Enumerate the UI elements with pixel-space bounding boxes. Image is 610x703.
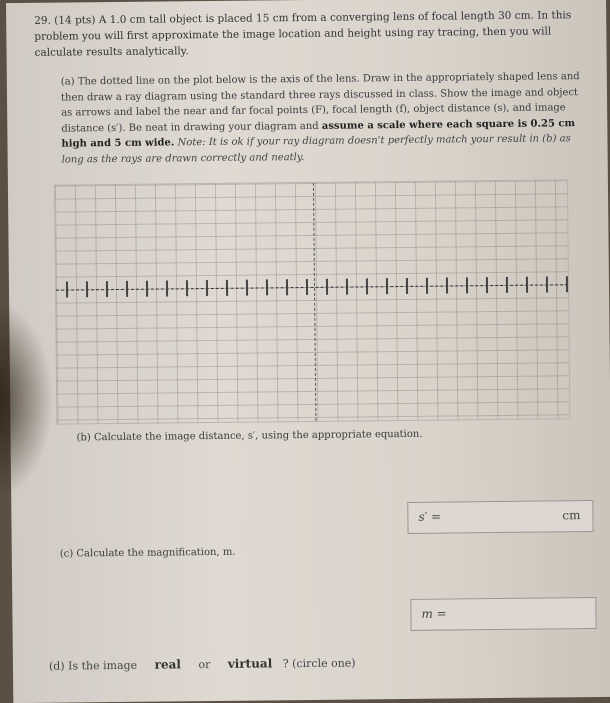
axis-tick bbox=[106, 281, 108, 297]
lens-position-line bbox=[313, 183, 316, 421]
axis-tick bbox=[506, 277, 508, 293]
part-a-scale-note: assume a scale where each square is 0.25 cm high and 5 cm wide. bbox=[61, 117, 576, 150]
question-number: 29. bbox=[34, 14, 51, 27]
optical-axis bbox=[56, 284, 568, 290]
part-a-text: The dotted line on the plot below is the axis of the lens. Draw in the appropriately shaped lens and then draw a ray diagram using the standard three rays discussed in class. Show the image and object as arrows and label the near and far focal points (F), focal length (f), object distance (s), and image distance (s′). Be neat in drawing your diagram and bbox=[60, 71, 580, 135]
axis-tick bbox=[86, 281, 88, 297]
axis-tick bbox=[486, 277, 488, 293]
part-a-note-label: Note: bbox=[177, 137, 206, 149]
option-real[interactable]: real bbox=[154, 657, 181, 672]
axis-tick bbox=[386, 278, 388, 294]
question-text: A 1.0 cm tall object is placed 15 cm from a converging lens of focal length 30 cm. In this problem you will first approximate the image location and height using ray tracing, then you will calculate results analytically. bbox=[34, 9, 572, 59]
part-d-suffix: ? (circle one) bbox=[282, 656, 356, 671]
question-header bbox=[34, 7, 586, 61]
axis-tick bbox=[426, 278, 428, 294]
part-c-answer-box[interactable] bbox=[410, 597, 596, 631]
axis-tick bbox=[326, 279, 328, 295]
ray-diagram-grid[interactable] bbox=[54, 179, 570, 424]
axis-tick bbox=[206, 280, 208, 296]
part-d-question bbox=[49, 656, 356, 673]
question-points: (14 pts) bbox=[54, 14, 96, 27]
axis-tick bbox=[166, 280, 168, 296]
axis-tick bbox=[466, 277, 468, 293]
finger-shadow bbox=[0, 300, 54, 500]
axis-tick bbox=[546, 276, 548, 292]
axis-tick bbox=[446, 278, 448, 294]
axis-tick bbox=[366, 278, 368, 294]
worksheet-page bbox=[6, 0, 610, 703]
part-c-question: (c) Calculate the magnification, m. bbox=[59, 546, 236, 560]
axis-tick bbox=[126, 281, 128, 297]
axis-tick bbox=[66, 282, 68, 298]
part-c-answer-label: m = bbox=[421, 606, 447, 621]
axis-tick bbox=[226, 280, 228, 296]
axis-tick bbox=[346, 279, 348, 295]
axis-tick bbox=[406, 278, 408, 294]
axis-tick bbox=[246, 280, 248, 296]
axis-tick bbox=[306, 279, 308, 295]
axis-tick bbox=[526, 277, 528, 293]
axis-tick bbox=[566, 276, 568, 292]
part-a-note: It is ok if your ray diagram doesn't perfectly match your result in (b) as long as the rays are drawn correctly and neatly. bbox=[61, 133, 571, 166]
axis-tick bbox=[186, 280, 188, 296]
axis-tick bbox=[146, 281, 148, 297]
part-b-answer-label: s′ = bbox=[418, 509, 442, 524]
option-virtual[interactable]: virtual bbox=[227, 656, 273, 671]
part-a-label: (a) bbox=[60, 76, 75, 88]
part-b-answer-box[interactable] bbox=[407, 500, 593, 534]
part-d-or: or bbox=[198, 658, 211, 672]
part-a-instructions bbox=[61, 69, 584, 167]
part-b-unit: cm bbox=[562, 508, 581, 523]
part-d-prefix: (d) Is the image bbox=[48, 658, 138, 673]
axis-tick bbox=[286, 279, 288, 295]
axis-tick bbox=[266, 279, 268, 295]
part-b-question: (b) Calculate the image distance, s′, using the appropriate equation. bbox=[76, 428, 423, 444]
